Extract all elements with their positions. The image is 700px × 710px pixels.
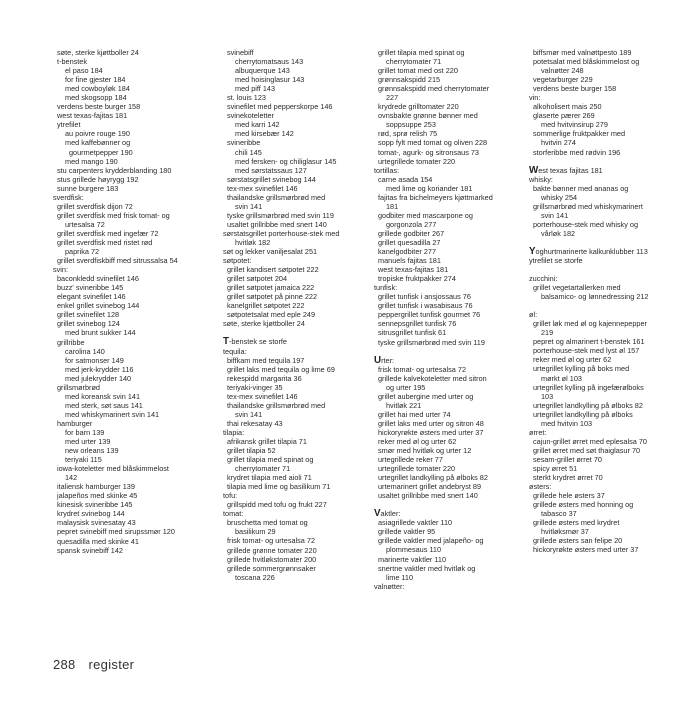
index-entry: grillet søtpotet 204 bbox=[227, 274, 288, 284]
index-entry: grillet sverdfisk med frisk tomat- og bbox=[57, 210, 170, 220]
index-entry: grillede østers med honning og bbox=[533, 500, 634, 510]
index-entry: tomat-, agurk- og sitronsaus 73 bbox=[378, 147, 479, 157]
index-entry: porterhouse-stek med lyst øl 157 bbox=[533, 346, 640, 356]
index-entry: au poivre rouge 190 bbox=[65, 129, 130, 139]
index-entry: sørstatsgrillet porterhouse-stek med bbox=[223, 228, 340, 238]
index-entry: ytrefilet se storfe bbox=[529, 255, 583, 265]
index-entry: med kirsebær 142 bbox=[235, 129, 294, 139]
index-entry: pepret og almarinert t-benstek 161 bbox=[533, 337, 645, 347]
index-entry: vin: bbox=[529, 93, 541, 103]
index-entry: usaltet grillribbe med snert 140 bbox=[227, 219, 327, 229]
index-entry: ytrefilet bbox=[57, 120, 81, 130]
index-entry: gourmetpepper 190 bbox=[69, 147, 133, 157]
index-entry: grillribbe bbox=[57, 337, 85, 347]
index-entry: porterhouse-stek med whisky og bbox=[533, 219, 639, 229]
index-entry: 219 bbox=[541, 328, 554, 338]
letter-gap bbox=[529, 265, 689, 274]
index-entry: vårløk 182 bbox=[541, 228, 576, 238]
index-entry: grillet tomat med ost 220 bbox=[378, 66, 458, 76]
letter-heading-entry: Urter: bbox=[374, 354, 395, 366]
index-entry: tyske grillsmørbrød med svin 119 bbox=[227, 210, 334, 220]
index-entry: jalapeños med skinke 45 bbox=[57, 491, 138, 501]
index-entry: med julekrydder 140 bbox=[65, 373, 132, 383]
index-entry: hvitløk 182 bbox=[235, 237, 271, 247]
section-title: register bbox=[88, 657, 135, 672]
index-entry: st. louis 123 bbox=[227, 93, 266, 103]
index-entry: whisky: bbox=[529, 174, 553, 184]
index-entry: tequila: bbox=[223, 346, 247, 356]
index-entry: frisk tomat- og urtesalsa 72 bbox=[227, 536, 316, 546]
index-entry: thai rekesatay 43 bbox=[227, 418, 283, 428]
index-entry: peppergrillet tunfisk gourmet 76 bbox=[378, 310, 481, 320]
index-entry: grillede hele østers 37 bbox=[533, 491, 605, 501]
index-entry: tex-mex svinefilet 146 bbox=[227, 183, 298, 193]
index-entry: krydret tilapia med aioli 71 bbox=[227, 473, 312, 483]
index-column-4 bbox=[529, 48, 689, 554]
index-entry: hickoryrøkte østers med urter 37 bbox=[533, 545, 639, 555]
index-entry: svin 141 bbox=[541, 210, 569, 220]
index-entry: rød, sprø relish 75 bbox=[378, 129, 438, 139]
index-entry: grillet tilapia 52 bbox=[227, 446, 276, 456]
index-entry: carolina 140 bbox=[65, 346, 105, 356]
index-entry: for satmonser 149 bbox=[65, 355, 124, 365]
index-entry: t-benstek bbox=[57, 57, 88, 67]
index-entry: urtegrillet landkylling på ølboks 82 bbox=[378, 473, 488, 483]
index-entry: paprika 72 bbox=[65, 247, 100, 257]
index-entry: spansk svinebiff 142 bbox=[57, 545, 123, 555]
index-entry: smør med hvitløk og urter 12 bbox=[378, 446, 472, 456]
index-entry: verdens beste burger 158 bbox=[57, 102, 141, 112]
index-entry: west texas-fajitas 181 bbox=[57, 111, 128, 121]
index-entry: krydrede grilltomater 220 bbox=[378, 102, 459, 112]
index-entry: gorgonzola 277 bbox=[386, 219, 437, 229]
index-entry: grillede vaktler med jalapeño- og bbox=[378, 536, 484, 546]
section-initial: Y bbox=[529, 245, 536, 257]
index-entry: med jerk-krydder 116 bbox=[65, 364, 134, 374]
index-entry: grillede vaktler 95 bbox=[378, 527, 436, 537]
index-entry: cherrytomater 71 bbox=[235, 464, 291, 474]
index-entry: basilikum 29 bbox=[235, 527, 276, 537]
index-entry: mørkt øl 103 bbox=[541, 373, 582, 383]
index-entry: stus grillede høyrygg 192 bbox=[57, 174, 139, 184]
index-entry: verdens beste burger 158 bbox=[533, 84, 617, 94]
index-entry: quesadilla med skinke 41 bbox=[57, 536, 139, 546]
index-entry: sopp fylt med tomat og oliven 228 bbox=[378, 138, 488, 148]
index-entry: 227 bbox=[386, 93, 399, 103]
index-entry: grillet laks med tequila og lime 69 bbox=[227, 364, 335, 374]
index-entry: teriyaki-vinger 35 bbox=[227, 382, 283, 392]
index-entry: tex-mex svinefilet 146 bbox=[227, 391, 298, 401]
index-entry: tilapia med lime og basilikum 71 bbox=[227, 482, 331, 492]
index-entry: med karri 142 bbox=[235, 120, 280, 130]
index-entry: grillet sverdfisk med ristet rød bbox=[57, 237, 153, 247]
index-entry: hickoryrøkte østers med urter 37 bbox=[378, 427, 484, 437]
index-entry: sverdfisk: bbox=[53, 192, 84, 202]
letter-gap bbox=[529, 157, 689, 166]
index-entry: new orleans 139 bbox=[65, 446, 119, 456]
index-entry: med hoisinglasur 143 bbox=[235, 75, 305, 85]
index-entry: søt og lekker vaniljesalat 251 bbox=[223, 247, 318, 257]
index-entry: lime 110 bbox=[386, 572, 414, 582]
page-footer bbox=[53, 657, 134, 672]
index-entry: reker med øl og urter 62 bbox=[378, 436, 457, 446]
index-entry: 181 bbox=[386, 201, 399, 211]
index-entry: tortillas: bbox=[374, 165, 400, 175]
index-entry: kanelgrillet søtpotet 222 bbox=[227, 301, 305, 311]
index-entry: buzz' svineribbe 145 bbox=[57, 283, 124, 293]
index-entry: grillet tilapia med spinat og bbox=[227, 455, 314, 465]
index-entry: reker med øl og urter 62 bbox=[533, 355, 612, 365]
index-entry: grillet tunfisk i ansjossaus 76 bbox=[378, 292, 471, 302]
index-entry: spicy ørret 51 bbox=[533, 463, 578, 473]
section-initial: W bbox=[529, 164, 539, 176]
index-entry: chili 145 bbox=[235, 147, 262, 157]
index-entry: grillspidd med tofu og frukt 227 bbox=[227, 500, 327, 510]
index-entry: grillede østers san felipe 20 bbox=[533, 536, 623, 546]
index-entry: frisk tomat- og urtesalsa 72 bbox=[378, 364, 467, 374]
index-entry: med kaffebønner og bbox=[65, 138, 131, 148]
index-entry: urtegrillede tomater 220 bbox=[378, 156, 456, 166]
index-entry: biffsmør med valnøttpesto 189 bbox=[533, 48, 632, 57]
index-entry: enkel grillet svinebog 144 bbox=[57, 301, 140, 311]
index-entry: snertne vaktler med hvitløk og bbox=[378, 563, 476, 573]
index-entry: grillet aubergine med urter og bbox=[378, 391, 474, 401]
letter-heading-entry: T-benstek se storfe bbox=[223, 336, 287, 348]
index-entry: carne asada 154 bbox=[378, 174, 433, 184]
index-entry: soppsuppe 253 bbox=[386, 120, 436, 130]
index-entry: west texas-fajitas 181 bbox=[378, 265, 449, 275]
index-entry: grillede kalvekoteletter med sitron bbox=[378, 373, 487, 383]
index-entry: plommesaus 110 bbox=[386, 545, 442, 555]
index-entry: usaltet grillribbe med snert 140 bbox=[378, 491, 478, 501]
index-entry: med sørstatssaus 127 bbox=[235, 165, 307, 175]
index-entry: albuquerque 143 bbox=[235, 66, 290, 76]
index-entry: grillet sverdfiskbiff med sitrussalsa 54 bbox=[57, 256, 178, 266]
index-entry: elegant svinefilet 146 bbox=[57, 292, 126, 302]
index-entry: for barn 139 bbox=[65, 427, 105, 437]
index-entry: grillet sverdfisk dijon 72 bbox=[57, 201, 133, 211]
index-entry: sunne burgere 183 bbox=[57, 183, 119, 193]
index-entry: pepret svinebiff med sirupssmør 120 bbox=[57, 527, 175, 537]
index-entry: kanelgodbiter 277 bbox=[378, 247, 437, 257]
index-entry: teriyaki 115 bbox=[65, 455, 102, 465]
index-entry: med piff 143 bbox=[235, 84, 276, 94]
index-entry: toscana 226 bbox=[235, 572, 275, 582]
index-entry: med mango 190 bbox=[65, 156, 118, 166]
index-entry: med fersken- og chiliglasur 145 bbox=[235, 156, 337, 166]
index-entry: med whiskymarinert svin 141 bbox=[65, 409, 160, 419]
index-entry: tyske grillsmørbrød med svin 119 bbox=[378, 337, 485, 347]
index-entry: grillet ørret med søt thaiglasur 70 bbox=[533, 445, 641, 455]
index-entry: hvitløksmør 37 bbox=[541, 527, 589, 537]
index-entry: grønnsakspidd med cherrytomater bbox=[378, 84, 490, 94]
letter-gap bbox=[374, 347, 514, 356]
index-entry: urtegrillede tomater 220 bbox=[378, 464, 456, 474]
index-entry: grillede godbiter 267 bbox=[378, 228, 445, 238]
index-entry: grillet svinefilet 128 bbox=[57, 310, 120, 320]
letter-heading-entry: West texas fajitas 181 bbox=[529, 164, 603, 176]
index-entry: thailandske grillsmørbrød med bbox=[227, 400, 326, 410]
index-entry: hvitløk 221 bbox=[386, 400, 422, 410]
index-entry: alkoholisert mais 250 bbox=[533, 102, 602, 112]
index-entry: svinebiff bbox=[227, 48, 254, 57]
index-entry: svin 141 bbox=[235, 201, 263, 211]
index-entry: malaysisk svinesatay 43 bbox=[57, 518, 136, 528]
index-entry: el paso 184 bbox=[65, 66, 103, 76]
index-entry: grillet sverdfisk med ingefær 72 bbox=[57, 228, 159, 238]
index-entry: 103 bbox=[541, 391, 554, 401]
section-initial: V bbox=[374, 508, 381, 520]
index-entry: stu carpenters krydderblanding 180 bbox=[57, 165, 172, 175]
index-entry: cherrytomatsaus 143 bbox=[235, 57, 304, 67]
index-entry: grillede østers med krydret bbox=[533, 518, 620, 528]
index-entry: tabasco 37 bbox=[541, 509, 577, 519]
index-entry: svin: bbox=[53, 265, 69, 275]
letter-heading-entry: Vaktler: bbox=[374, 508, 401, 520]
index-entry: cajun-grillet ørret med eplesalsa 70 bbox=[533, 436, 647, 446]
index-entry: zucchini: bbox=[529, 274, 558, 284]
index-entry: med sterk, søt saus 141 bbox=[65, 400, 143, 410]
index-column-1 bbox=[53, 48, 213, 555]
index-entry: grillsmørbrød bbox=[57, 382, 100, 392]
index-entry: svin 141 bbox=[235, 409, 263, 419]
index-entry: grillet kandisert søtpotet 222 bbox=[227, 265, 319, 275]
index-entry: svinefilet med pepperskorpe 146 bbox=[227, 102, 333, 112]
index-entry: cherrytomater 71 bbox=[386, 57, 442, 67]
index-entry: grillet quesadilla 27 bbox=[378, 237, 441, 247]
index-entry: urtegrillet kylling på boks med bbox=[533, 364, 630, 374]
section-initial: U bbox=[374, 354, 382, 366]
index-entry: søte, sterke kjøttboller 24 bbox=[57, 48, 139, 57]
index-entry: grillet søtpotet på pinne 222 bbox=[227, 292, 318, 302]
index-entry: urtegrillet landkylling på ølboks 82 bbox=[533, 400, 643, 410]
index-entry: glaserte pærer 269 bbox=[533, 111, 595, 121]
index-entry: fajitas fra bichelmeyers kjøttmarked bbox=[378, 192, 493, 202]
index-entry: grillede grønne tomater 220 bbox=[227, 545, 317, 555]
index-entry: grillsmørbrød med whiskymarinert bbox=[533, 201, 643, 211]
index-entry: kinesisk svineribbe 145 bbox=[57, 500, 133, 510]
index-entry: afrikansk grillet tilapia 71 bbox=[227, 436, 307, 446]
index-entry: thailandske grillsmørbrød med bbox=[227, 192, 326, 202]
index-entry: urtesalsa 72 bbox=[65, 219, 105, 229]
index-entry: marinerte vaktler 110 bbox=[378, 554, 446, 564]
index-entry: urtegrillede reker 77 bbox=[378, 455, 443, 465]
index-entry: grillet tunfisk i wasabisaus 76 bbox=[378, 301, 473, 311]
index-entry: grillede hvitløkstomater 200 bbox=[227, 554, 317, 564]
index-entry: sitrusgrillet tunfisk 61 bbox=[378, 328, 447, 338]
index-entry: potetsalat med blåskimmelost og bbox=[533, 57, 640, 67]
index-entry: italiensk hamburger 139 bbox=[57, 482, 135, 492]
index-entry: storferibbe med rødvin 196 bbox=[533, 147, 621, 157]
index-entry: valnøtter: bbox=[374, 581, 405, 591]
index-entry: med skogsopp 184 bbox=[65, 93, 127, 103]
index-entry: søte, sterke kjøttboller 24 bbox=[223, 319, 305, 329]
index-entry: grønnsakspidd 215 bbox=[378, 75, 441, 85]
index-entry: sennepsgrillet tunfisk 76 bbox=[378, 319, 457, 329]
index-entry: og urter 195 bbox=[386, 382, 426, 392]
index-entry: med koreansk svin 141 bbox=[65, 391, 141, 401]
index-entry: sterkt krydret ørret 70 bbox=[533, 473, 603, 483]
index-entry: tropiske fruktpakker 274 bbox=[378, 274, 456, 284]
section-initial: T bbox=[223, 336, 229, 348]
index-entry: grillet vegetartallerken med bbox=[533, 283, 621, 293]
index-entry: øl: bbox=[529, 310, 538, 320]
index-entry: tomat: bbox=[223, 509, 244, 519]
letter-gap bbox=[374, 500, 514, 509]
letter-gap bbox=[529, 301, 689, 310]
index-entry: for fine gjester 184 bbox=[65, 75, 126, 85]
index-entry: sommerlige fruktpakker med bbox=[533, 129, 626, 139]
page-number: 288 bbox=[53, 657, 76, 672]
index-entry: grillet tilapia med spinat og bbox=[378, 48, 465, 57]
index-entry: med brunt sukker 144 bbox=[65, 328, 136, 338]
index-entry: biffkam med tequila 197 bbox=[227, 355, 305, 365]
index-entry: ovnsbakte grønne bønner med bbox=[378, 111, 478, 121]
index-entry: baconkledd svinefilet 146 bbox=[57, 274, 139, 284]
index-entry: søtpotet: bbox=[223, 256, 252, 266]
index-entry: tilapia: bbox=[223, 427, 245, 437]
letter-heading-entry: Yoghurtmarinerte kalkunklubber 113 bbox=[529, 245, 648, 257]
index-entry: svineribbe bbox=[227, 138, 261, 148]
index-entry: grillet svinebog 124 bbox=[57, 319, 120, 329]
index-entry: whisky 254 bbox=[541, 192, 578, 202]
index-entry: bakte bønner med ananas og bbox=[533, 183, 629, 193]
index-entry: urtegrillet landkylling på ølboks bbox=[533, 409, 633, 419]
index-column-3 bbox=[374, 48, 514, 591]
index-entry: med cowboyløk 184 bbox=[65, 84, 130, 94]
index-entry: hamburger bbox=[57, 418, 93, 428]
index-entry: balsamico- og lønnedressing 212 bbox=[541, 292, 649, 302]
index-entry: med hvitvinsirup 279 bbox=[541, 120, 608, 130]
index-entry: valnøtter 248 bbox=[541, 66, 584, 76]
index-entry: tofu: bbox=[223, 491, 238, 501]
index-entry: krydret svinebog 144 bbox=[57, 509, 125, 519]
index-entry: med urter 139 bbox=[65, 437, 111, 447]
index-entry: godbiter med mascarpone og bbox=[378, 210, 473, 220]
index-entry: grillet løk med øl og kajennepepper bbox=[533, 319, 647, 329]
index-entry: svinekoteletter bbox=[227, 111, 275, 121]
index-entry: søtpotetsalat med eple 249 bbox=[227, 310, 316, 320]
index-entry: asiagrillede vaktler 110 bbox=[378, 518, 453, 528]
index-entry: iowa-koteletter med blåskimmelost bbox=[57, 464, 169, 474]
index-entry: manuels fajitas 181 bbox=[378, 256, 441, 266]
index-entry: grillet laks med urter og sitron 48 bbox=[378, 418, 484, 428]
index-entry: sesam-grillet ørret 70 bbox=[533, 454, 602, 464]
index-entry: urtemarinert grillet andebryst 89 bbox=[378, 482, 482, 492]
index-entry: grillede sommergrønnsaker bbox=[227, 563, 316, 573]
index-entry: med lime og koriander 181 bbox=[386, 183, 473, 193]
index-entry: sørstatsgrillet svinebog 144 bbox=[227, 174, 316, 184]
index-entry: grillet søtpotet jamaica 222 bbox=[227, 283, 315, 293]
index-entry: rekespidd margarita 36 bbox=[227, 373, 302, 383]
index-entry: bruschetta med tomat og bbox=[227, 518, 308, 528]
index-entry: vegetarburger 229 bbox=[533, 75, 593, 85]
index-entry: med hvitvin 103 bbox=[541, 418, 593, 428]
index-entry: urtegrillet kylling på ingefærølboks bbox=[533, 382, 644, 392]
index-entry: østers: bbox=[529, 482, 552, 492]
index-entry: hvitvin 274 bbox=[541, 138, 576, 148]
index-entry: grillet hai med urter 74 bbox=[378, 409, 451, 419]
letter-gap bbox=[529, 238, 689, 247]
index-column-2 bbox=[223, 48, 363, 582]
index-entry: ørret: bbox=[529, 427, 547, 437]
index-entry: 142 bbox=[65, 473, 78, 483]
index-entry: tunfisk: bbox=[374, 283, 398, 293]
